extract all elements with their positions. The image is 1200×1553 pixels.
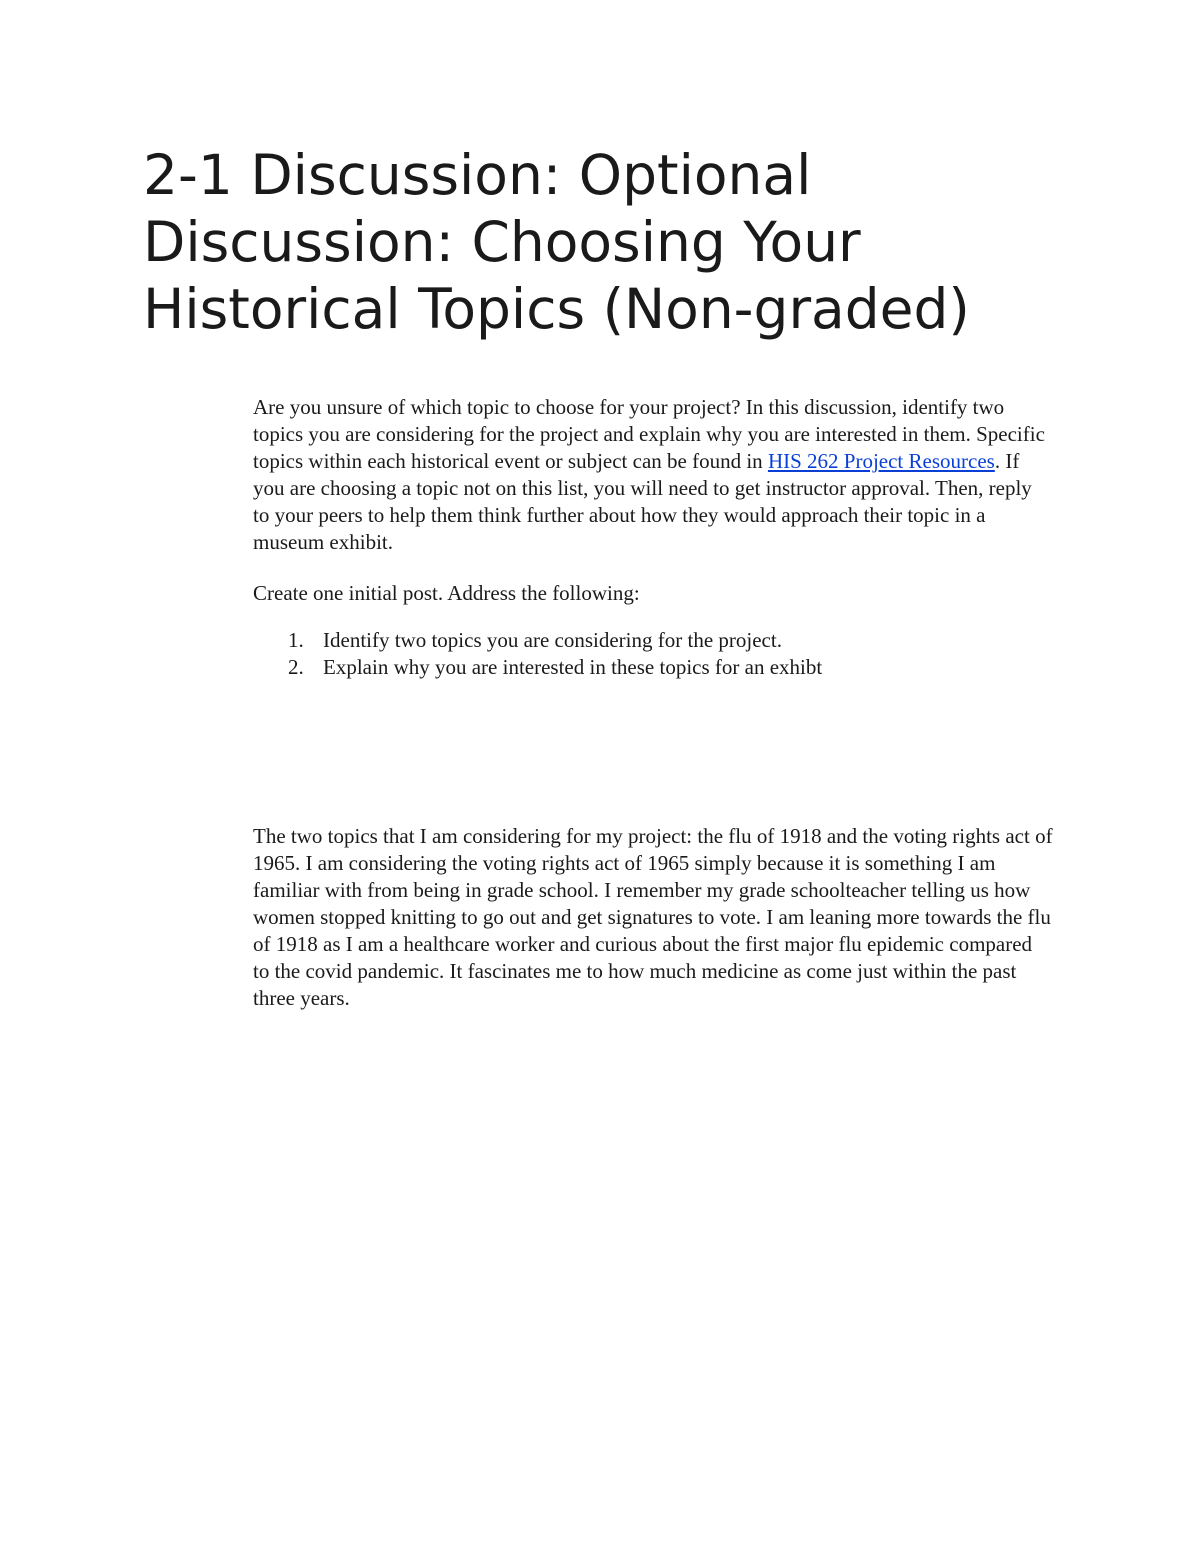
intro-text-after-link: . If you are choosing a topic not on this list, you will need to get instructor approval. Then, reply to your peers to help them think further about how they would approach their topic in a museum exhibit. [253, 449, 1032, 554]
instructions-lead: Create one initial post. Address the following: [253, 581, 640, 605]
intro-paragraph [253, 394, 1053, 556]
document-title: 2-1 Discussion: Optional Discussion: Choosing Your Historical Topics (Non-graded) [143, 143, 970, 341]
list-item-text: Identify two topics you are considering for the project. [323, 628, 782, 652]
list-item [253, 627, 1053, 654]
project-resources-link[interactable]: HIS 262 Project Resources [767, 449, 995, 473]
requirements-list [253, 627, 1053, 681]
intro-text-before-link: Are you unsure of which topic to choose for your project? In this discussion, identify two topics you are considering for the project and explain why you are interested in them. Specific topics within each historical event or subject can be found in [253, 395, 1045, 473]
instructions-section [253, 580, 1053, 681]
intro-section [253, 394, 1053, 556]
list-item [253, 654, 1053, 681]
list-item-number: 2. [288, 655, 304, 679]
list-item-text: Explain why you are interested in these topics for an exhibt [323, 655, 823, 679]
answer-section [253, 823, 1053, 1012]
answer-paragraph: The two topics that I am considering for my project: the flu of 1918 and the voting rights act of 1965. I am considering the voting rights act of 1965 simply because it is something I am familiar with from being in grade school. I remember my grade schoolteacher telling us how women stopped knitting to go out and get signatures to vote. I am leaning more towards the flu of 1918 as I am a healthcare worker and curious about the first major flu epidemic compared to the covid pandemic. It fascinates me to how much medicine as come just within the past three years. [253, 824, 1053, 1010]
list-item-number: 1. [288, 628, 304, 652]
